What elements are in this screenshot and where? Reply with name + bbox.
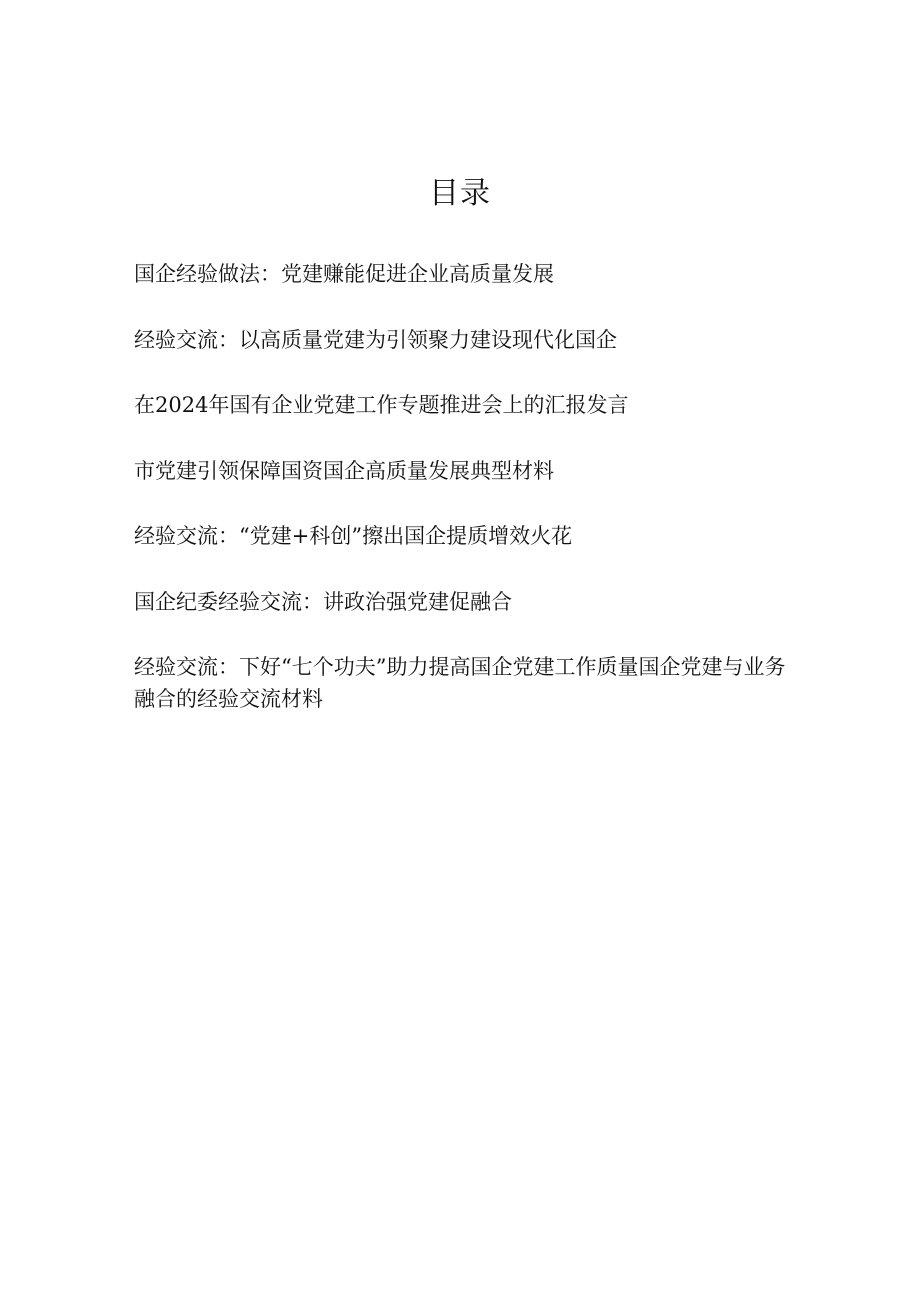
toc-entry-7[interactable]: 经验交流：下好“七个功夫”助力提高国企党建工作质量国企党建与业务融合的经验交流材料 bbox=[134, 655, 786, 711]
toc-entry-5[interactable]: 经验交流：“党建+科创”擦出国企提质增效火花 bbox=[134, 524, 573, 548]
toc-entry-2[interactable]: 经验交流：以高质量党建为引领聚力建设现代化国企 bbox=[134, 327, 617, 352]
toc-entry-3[interactable]: 在2024年国有企业党建工作专题推进会上的汇报发言 bbox=[134, 393, 629, 417]
toc-title: 目录 bbox=[429, 176, 491, 211]
toc-entry-1[interactable]: 国企经验做法：党建赚能促进企业高质量发展 bbox=[134, 262, 554, 286]
toc-entry-4[interactable]: 市党建引领保障国资国企高质量发展典型材料 bbox=[134, 458, 554, 483]
toc-entry-6[interactable]: 国企纪委经验交流：讲政治强党建促融合 bbox=[134, 589, 512, 614]
toc-list bbox=[134, 258, 794, 715]
